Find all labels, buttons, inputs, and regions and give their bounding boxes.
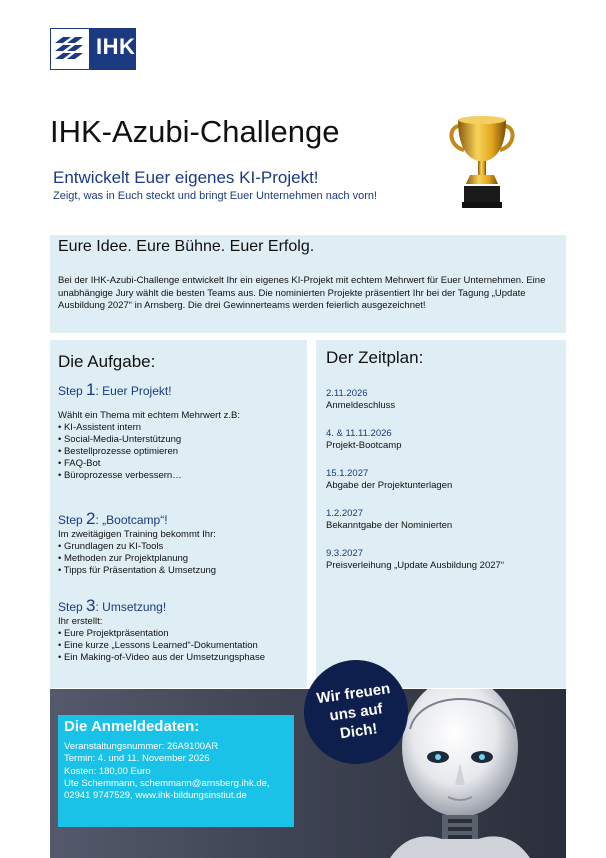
intro-heading: Eure Idee. Eure Bühne. Euer Erfolg. [58, 238, 315, 255]
schedule-date: 9.3.2027 [326, 548, 363, 559]
schedule-entry [326, 548, 504, 572]
ihk-logo-icon [50, 28, 90, 70]
list-item: • Eure Projektpräsentation [58, 628, 302, 640]
step-title: : „Bootcamp“! [95, 513, 168, 527]
list-item: • Social-Media-Unterstützung [58, 434, 302, 446]
schedule-date: 15.1.2027 [326, 468, 369, 479]
list-item: • Büroprozesse verbessern… [58, 470, 302, 482]
step-label: Step [58, 513, 83, 527]
schedule-entry [326, 428, 402, 452]
registration-details [64, 741, 270, 802]
step-1 [58, 380, 302, 482]
schedule-entry [326, 508, 452, 532]
step-label: Step [58, 384, 83, 398]
schedule-event: Anmeldeschluss [326, 400, 396, 411]
badge-line: Wir freuen [315, 679, 392, 707]
step-title: : Umsetzung! [95, 600, 167, 614]
registration-line: Termin: 4. und 11. November 2026 [64, 753, 210, 765]
list-item: • Tipps für Präsentation & Umsetzung [58, 565, 302, 577]
step-number: 3 [86, 596, 96, 615]
list-item: • Ein Making-of-Video aus der Umsetzungsphase [58, 652, 302, 664]
logo-text: IHK [96, 34, 136, 59]
page-title: IHK-Azubi-Challenge [50, 114, 340, 149]
list-item: • FAQ-Bot [58, 458, 302, 470]
step-number: 1 [86, 380, 96, 399]
schedule-entry [326, 388, 395, 412]
badge-line: Dich! [338, 719, 379, 742]
step-2-heading [58, 509, 302, 529]
step-label: Step [58, 600, 83, 614]
schedule-event: Abgabe der Projektunterlagen [326, 480, 453, 491]
step-3-heading [58, 596, 302, 616]
step-3-intro: Ihr erstellt: [58, 616, 103, 627]
step-3-list [58, 628, 302, 664]
step-1-list [58, 422, 302, 482]
registration-box [58, 715, 294, 827]
step-3 [58, 596, 302, 664]
schedule-entry [326, 468, 452, 492]
step-1-heading [58, 380, 302, 400]
ihk-logo [50, 28, 136, 70]
badge-line: uns auf [328, 699, 384, 725]
registration-line: Kosten: 180,00 Euro [64, 765, 151, 777]
task-panel [50, 340, 307, 688]
registration-line: Ute Schemmann, schemmann@arnsberg.ihk.de, [64, 777, 270, 789]
step-title: : Euer Projekt! [95, 384, 172, 398]
schedule-event: Projekt-Bootcamp [326, 440, 402, 451]
list-item: • Bestellprozesse optimieren [58, 446, 302, 458]
intro-body: Bei der IHK-Azubi-Challenge entwickelt Ihr ein eigenes KI-Projekt mit echtem Mehrwert für Euer Unternehmen. Eine unabhängige Jury wählt die besten Teams aus. Die nominierten Projekte präsentiert Ihr bei der Tagung „Update Ausbildung 2027“ in Arnsberg. Die drei Gewinnerteams werden feierlich ausgezeichnet! [58, 275, 546, 311]
list-item: • Methoden zur Projektplanung [58, 553, 302, 565]
registration-heading: Die Anmeldedaten: [64, 718, 200, 735]
intro-box [50, 235, 566, 333]
list-item: • KI-Assistent intern [58, 422, 302, 434]
step-2 [58, 509, 302, 577]
registration-line: Veranstaltungsnummer: 26A9100AR [64, 741, 219, 752]
step-1-intro: Wählt ein Thema mit echtem Mehrwert z.B: [58, 410, 240, 421]
list-item: • Grundlagen zu KI-Tools [58, 541, 302, 553]
registration-line: 02941 9747529, www.ihk-bildungsinstiut.de [64, 790, 247, 802]
schedule-date: 2.11.2026 [326, 388, 368, 399]
schedule-date: 4. & 11.11.2026 [326, 428, 392, 439]
task-heading: Die Aufgabe: [58, 352, 156, 371]
schedule-panel [316, 340, 566, 688]
trophy-icon [446, 114, 518, 210]
schedule-event: Bekanntgabe der Nominierten [326, 520, 453, 531]
step-number: 2 [86, 509, 96, 528]
page-subtitle: Entwickelt Euer eigenes KI-Projekt! [53, 168, 319, 187]
list-item: • Eine kurze „Lessons Learned“-Dokumentation [58, 640, 302, 652]
schedule-date: 1.2.2027 [326, 508, 363, 519]
schedule-heading: Der Zeitplan: [326, 348, 424, 367]
schedule-event: Preisverleihung „Update Ausbildung 2027“ [326, 560, 504, 571]
step-2-list [58, 541, 302, 577]
page-tagline: Zeigt, was in Euch steckt und bringt Euer Unternehmen nach vorn! [53, 190, 378, 202]
step-2-intro: Im zweitägigen Training bekommt Ihr: [58, 529, 216, 540]
